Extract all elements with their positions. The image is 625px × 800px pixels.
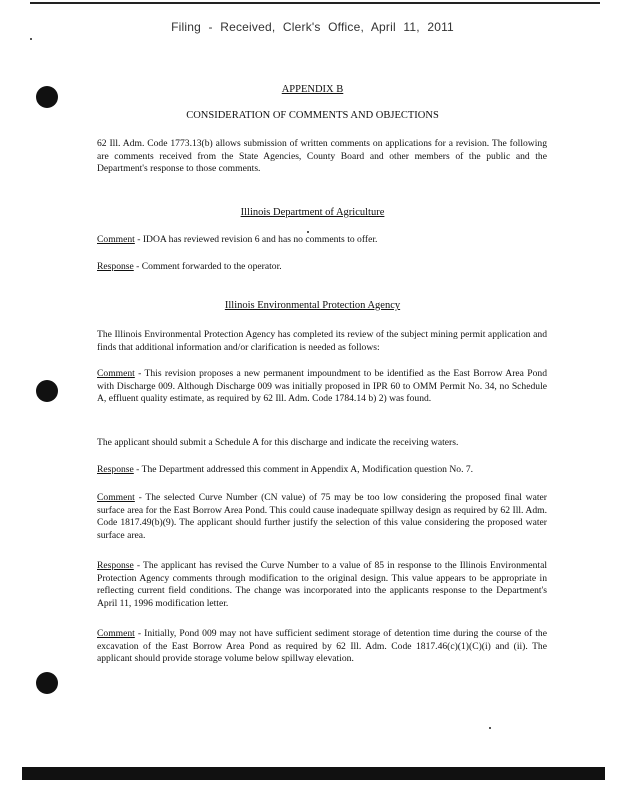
comment-text: - This revision proposes a new permanent impoundment to be identified as the East Borrow Area Pond with Discharge 009. Although Discharge 009 was initially proposed in IPR 60 to OMM Permit No. 34, no Schedule A, effluent quality estimate, as required by 62 Ill. Adm. Code 1784.14 b) 2) was found. [97,368,547,404]
bottom-scan-bar [22,767,605,780]
appendix-heading: APPENDIX B [281,84,344,95]
agriculture-comment [97,234,547,247]
response-text: - Comment forwarded to the operator. [133,261,282,272]
comment-label: Comment [97,628,135,639]
response-text: - The Department addressed this comment in Appendix A, Modification question No. 7. [133,464,474,475]
epa-comment-2 [97,492,547,542]
comment-text: - The selected Curve Number (CN value) of 75 may be too low considering the proposed final water surface area for the East Borrow Area Pond. This could cause inadequate spillway design as required by 62 Ill. Adm. Code 1817.49(b)(9). The applicant should further justify the selection of this value considering the proposed water surface area. [97,492,547,541]
scan-speck [489,727,491,729]
response-label: Response [97,261,134,272]
epa-comment-3 [97,628,547,666]
epa-comment-1-followup: The applicant should submit a Schedule A for this discharge and indicate the receiving waters. [97,437,459,448]
top-border-line [30,2,600,4]
response-label: Response [97,464,134,475]
intro-paragraph: 62 Ill. Adm. Code 1773.13(b) allows submission of written comments on applications for a revision. The following are comments received from the State Agencies, County Board and other members of the public and the Department's response to those comments. [97,138,547,174]
agriculture-heading: Illinois Department of Agriculture [240,207,385,218]
agriculture-response [97,261,547,274]
epa-response-1 [97,464,547,477]
punch-hole-middle [36,380,58,402]
response-text: - The applicant has revised the Curve Number to a value of 85 in response to the Illinois Environmental Protection Agency comments through modification to the original design. This value appears to be appropriate in reflecting current field conditions. The change was incorporated into the applicants response to the Department's April 11, 1996 modification letter. [97,560,547,609]
epa-comment-1 [97,368,547,406]
filing-stamp: Filing - Received, Clerk's Office, April 11, 2011 [171,20,454,34]
comment-text: - IDOA has reviewed revision 6 and has no comments to offer. [134,234,378,245]
comment-label: Comment [97,492,135,503]
punch-hole-bottom [36,672,58,694]
comment-label: Comment [97,234,135,245]
epa-intro: The Illinois Environmental Protection Agency has completed its review of the subject mining permit application and finds that additional information and/or clarification is needed as follows: [97,329,547,353]
scan-speck [307,231,309,233]
scan-speck [30,38,32,40]
epa-heading: Illinois Environmental Protection Agency [224,300,401,311]
comment-label: Comment [97,368,135,379]
page-title: CONSIDERATION OF COMMENTS AND OBJECTIONS [186,110,439,121]
response-label: Response [97,560,134,571]
comment-text: - Initially, Pond 009 may not have sufficient sediment storage of detention time during the course of the excavation of the East Borrow Area Pond as required by 62 Ill. Adm. Code 1817.46(c)(1)(C)(i) and (ii). The applicant should provide storage volume below spillway elevation. [97,628,547,664]
epa-response-2 [97,560,547,610]
